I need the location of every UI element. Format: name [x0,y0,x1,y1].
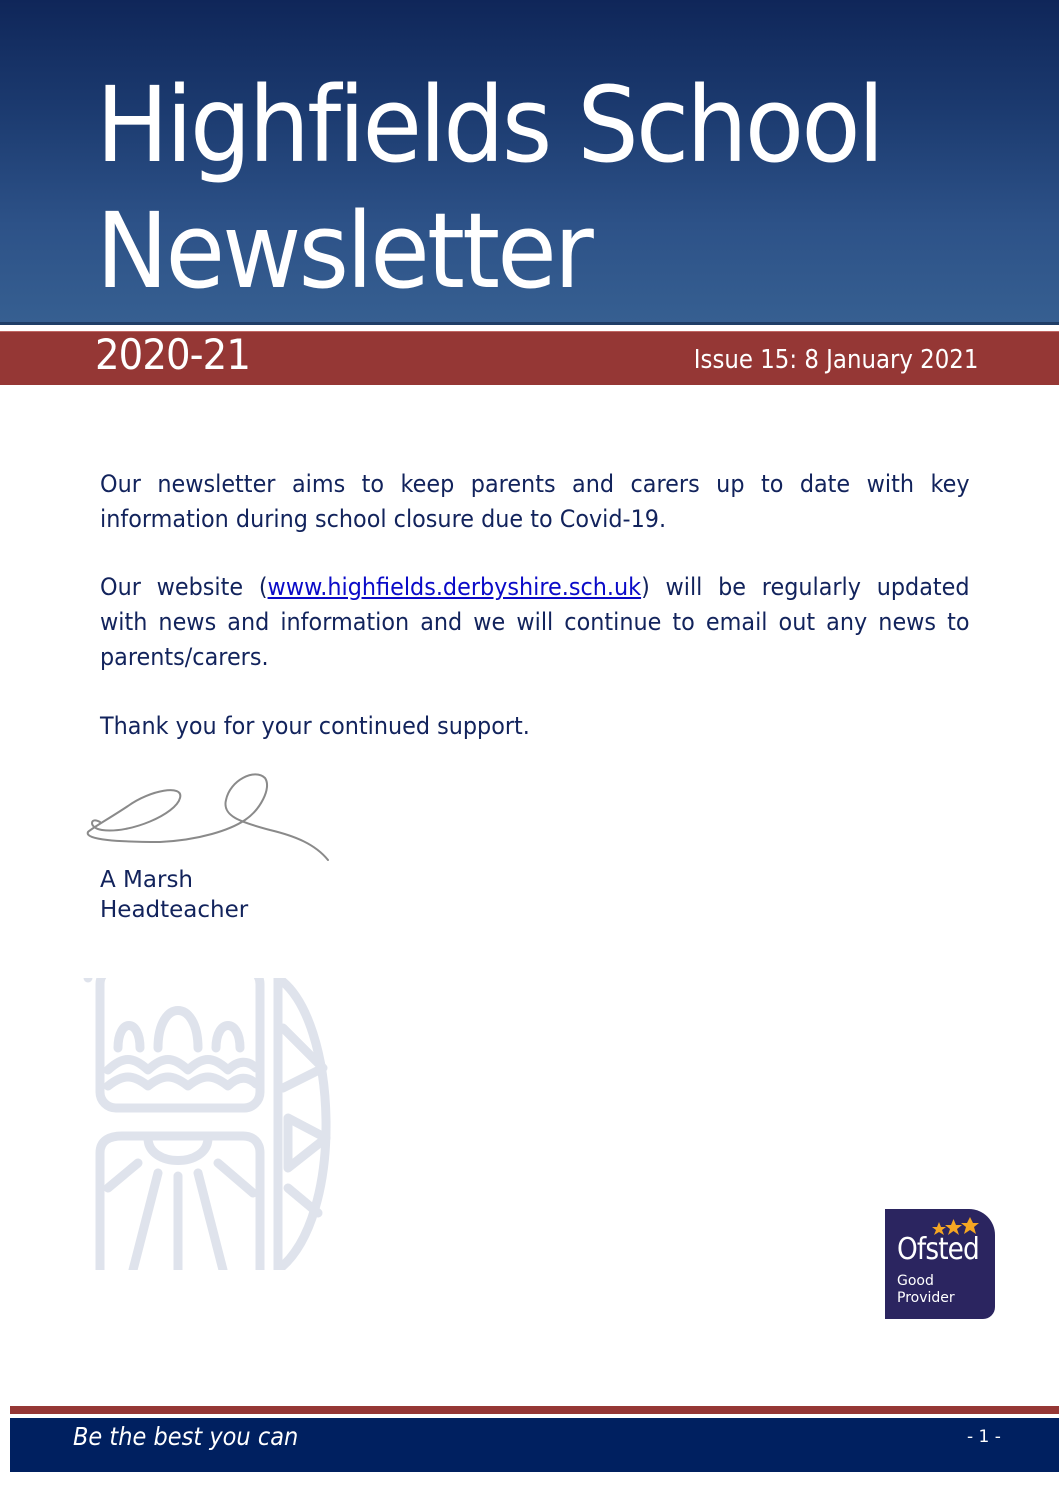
signature-image [80,770,340,870]
page-number: - 1 - [967,1427,1001,1447]
ofsted-rating-line2: Provider [897,1290,955,1306]
website-link[interactable]: www.highfields.derbyshire.sch.uk [267,573,642,601]
website-paragraph [100,570,970,675]
footer-accent-stripe [10,1406,1059,1414]
school-year: 2020-21 [95,330,251,379]
intro-paragraph [100,467,970,537]
newsletter-title [96,62,882,314]
ofsted-badge [885,1209,995,1319]
website-text [100,570,970,675]
thanks-paragraph [100,709,970,744]
signoff-role: Headteacher [100,897,249,923]
signoff-name: A Marsh [100,867,193,893]
ofsted-rating-line1: Good [897,1273,934,1289]
signoff [100,865,248,925]
school-crest-watermark [78,978,348,1270]
issue-date: Issue 15: 8 January 2021 [693,345,978,375]
title-line-1: Highfields School [96,64,882,186]
header-divider [0,322,1059,325]
thanks-text: Thank you for your continued support. [100,712,530,740]
website-text-before: Our website ( [100,573,268,601]
intro-text: Our newsletter aims to keep parents and carers up to date with key information during school closure due to Covid-19. [100,470,970,533]
title-line-2: Newsletter [96,190,591,312]
website-text-after: ) will be regularly updated with news and information and we will continue to email out any news to parents/carers. [100,573,970,671]
school-motto: Be the best you can [73,1422,299,1451]
ofsted-wordmark: Ofsted [897,1232,979,1267]
ofsted-rating [897,1273,955,1307]
